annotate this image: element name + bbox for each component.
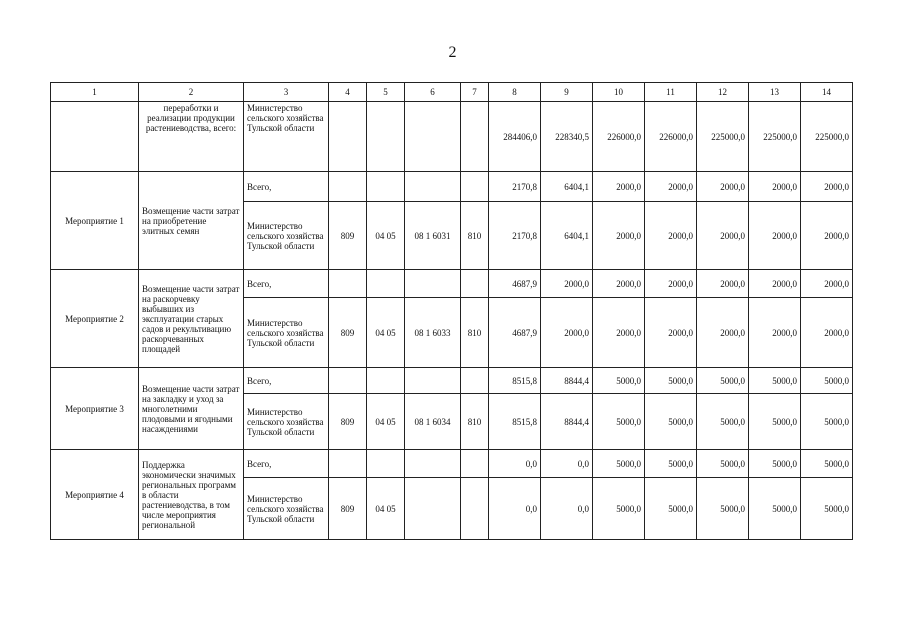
value-cell: 2000,0 xyxy=(541,270,593,298)
empty-cell xyxy=(51,102,139,172)
measure-description: Возмещение части затрат на закладку и уход за многолетними плодовыми и ягодными насаждениями xyxy=(139,368,244,450)
empty-cell xyxy=(461,450,489,478)
header-cell: 8 xyxy=(489,83,541,102)
code-cell: 04 05 xyxy=(367,298,405,368)
code-cell: 04 05 xyxy=(367,394,405,450)
empty-cell xyxy=(405,172,461,202)
empty-cell xyxy=(405,102,461,172)
value-cell: 226000,0 xyxy=(593,102,645,172)
empty-cell xyxy=(405,450,461,478)
total-label: Всего, xyxy=(244,172,329,202)
header-row xyxy=(51,83,853,102)
value-cell: 2000,0 xyxy=(697,270,749,298)
code-cell xyxy=(461,478,489,540)
measure-description: Поддержка экономически значимых региональных программ в области растениеводства, в том числе мероприятия региональной xyxy=(139,450,244,540)
header-cell: 6 xyxy=(405,83,461,102)
code-cell: 04 05 xyxy=(367,202,405,270)
value-cell: 5000,0 xyxy=(801,450,853,478)
measure-description: Возмещение части затрат на приобретение элитных семян xyxy=(139,172,244,270)
value-cell: 8844,4 xyxy=(541,394,593,450)
value-cell: 5000,0 xyxy=(593,394,645,450)
table-row xyxy=(51,270,853,298)
value-cell: 2000,0 xyxy=(645,202,697,270)
table-row xyxy=(51,368,853,394)
code-cell: 08 1 6034 xyxy=(405,394,461,450)
header-cell: 4 xyxy=(329,83,367,102)
value-cell: 2000,0 xyxy=(801,298,853,368)
total-label: Всего, xyxy=(244,450,329,478)
org-name: Министерство сельского хозяйства Тульской области xyxy=(244,202,329,270)
value-cell: 8515,8 xyxy=(489,368,541,394)
value-cell: 2000,0 xyxy=(749,298,801,368)
value-cell: 0,0 xyxy=(489,450,541,478)
header-cell: 7 xyxy=(461,83,489,102)
value-cell: 225000,0 xyxy=(697,102,749,172)
empty-cell xyxy=(461,102,489,172)
value-cell: 5000,0 xyxy=(697,450,749,478)
value-cell: 2000,0 xyxy=(801,172,853,202)
empty-cell xyxy=(329,270,367,298)
value-cell: 284406,0 xyxy=(489,102,541,172)
measure-name: Мероприятие 4 xyxy=(51,450,139,540)
value-cell: 2000,0 xyxy=(645,298,697,368)
budget-table xyxy=(50,82,853,540)
header-cell: 14 xyxy=(801,83,853,102)
code-cell: 810 xyxy=(461,202,489,270)
org-name: Министерство сельского хозяйства Тульской области xyxy=(244,298,329,368)
code-cell: 809 xyxy=(329,478,367,540)
empty-cell xyxy=(367,172,405,202)
value-cell: 2000,0 xyxy=(593,172,645,202)
empty-cell xyxy=(461,270,489,298)
value-cell: 2000,0 xyxy=(801,202,853,270)
value-cell: 5000,0 xyxy=(645,478,697,540)
measure-name: Мероприятие 2 xyxy=(51,270,139,368)
empty-cell xyxy=(367,270,405,298)
empty-cell xyxy=(329,102,367,172)
code-cell xyxy=(405,478,461,540)
page-number: 2 xyxy=(448,44,457,61)
value-cell: 0,0 xyxy=(541,450,593,478)
value-cell: 5000,0 xyxy=(645,368,697,394)
total-label: Всего, xyxy=(244,270,329,298)
header-cell: 2 xyxy=(139,83,244,102)
empty-cell xyxy=(367,368,405,394)
value-cell: 6404,1 xyxy=(541,202,593,270)
value-cell: 5000,0 xyxy=(801,394,853,450)
value-cell: 2000,0 xyxy=(593,202,645,270)
value-cell: 2000,0 xyxy=(645,172,697,202)
empty-cell xyxy=(405,270,461,298)
value-cell: 2000,0 xyxy=(593,270,645,298)
header-cell: 9 xyxy=(541,83,593,102)
value-cell: 226000,0 xyxy=(645,102,697,172)
value-cell: 4687,9 xyxy=(489,270,541,298)
code-cell: 809 xyxy=(329,202,367,270)
org-name: Министерство сельского хозяйства Тульской области xyxy=(244,394,329,450)
value-cell: 5000,0 xyxy=(749,450,801,478)
measure-name: Мероприятие 1 xyxy=(51,172,139,270)
program-description: переработки и реализации продукции растениеводства, всего: xyxy=(139,102,244,172)
value-cell: 2000,0 xyxy=(697,298,749,368)
value-cell: 2000,0 xyxy=(749,270,801,298)
header-cell: 10 xyxy=(593,83,645,102)
code-cell: 08 1 6031 xyxy=(405,202,461,270)
value-cell: 8844,4 xyxy=(541,368,593,394)
code-cell: 810 xyxy=(461,394,489,450)
code-cell: 810 xyxy=(461,298,489,368)
empty-cell xyxy=(329,368,367,394)
empty-cell xyxy=(367,450,405,478)
total-label: Всего, xyxy=(244,368,329,394)
table-row xyxy=(51,450,853,478)
org-name: Министерство сельского хозяйства Тульской области xyxy=(244,102,329,172)
value-cell: 2000,0 xyxy=(801,270,853,298)
header-cell: 13 xyxy=(749,83,801,102)
value-cell: 5000,0 xyxy=(697,394,749,450)
code-cell: 809 xyxy=(329,298,367,368)
value-cell: 5000,0 xyxy=(645,450,697,478)
header-cell: 1 xyxy=(51,83,139,102)
value-cell: 8515,8 xyxy=(489,394,541,450)
org-name: Министерство сельского хозяйства Тульской области xyxy=(244,478,329,540)
header-cell: 3 xyxy=(244,83,329,102)
code-cell: 04 05 xyxy=(367,478,405,540)
header-cell: 12 xyxy=(697,83,749,102)
value-cell: 0,0 xyxy=(541,478,593,540)
value-cell: 2000,0 xyxy=(645,270,697,298)
empty-cell xyxy=(329,172,367,202)
value-cell: 0,0 xyxy=(489,478,541,540)
code-cell: 08 1 6033 xyxy=(405,298,461,368)
value-cell: 5000,0 xyxy=(593,368,645,394)
value-cell: 5000,0 xyxy=(749,394,801,450)
value-cell: 5000,0 xyxy=(749,368,801,394)
empty-cell xyxy=(329,450,367,478)
value-cell: 5000,0 xyxy=(697,478,749,540)
measure-description: Возмещение части затрат на раскорчевку выбывших из эксплуатации старых садов и рекультивацию раскорчеванных площадей xyxy=(139,270,244,368)
value-cell: 5000,0 xyxy=(593,478,645,540)
header-cell: 11 xyxy=(645,83,697,102)
empty-cell xyxy=(367,102,405,172)
value-cell: 2000,0 xyxy=(749,172,801,202)
value-cell: 228340,5 xyxy=(541,102,593,172)
empty-cell xyxy=(405,368,461,394)
value-cell: 5000,0 xyxy=(593,450,645,478)
value-cell: 2000,0 xyxy=(697,202,749,270)
code-cell: 809 xyxy=(329,394,367,450)
value-cell: 2170,8 xyxy=(489,202,541,270)
measure-name: Мероприятие 3 xyxy=(51,368,139,450)
value-cell: 2000,0 xyxy=(697,172,749,202)
value-cell: 5000,0 xyxy=(801,478,853,540)
value-cell: 5000,0 xyxy=(801,368,853,394)
value-cell: 4687,9 xyxy=(489,298,541,368)
value-cell: 5000,0 xyxy=(645,394,697,450)
value-cell: 225000,0 xyxy=(801,102,853,172)
table-row xyxy=(51,172,853,202)
table-row xyxy=(51,102,853,172)
value-cell: 225000,0 xyxy=(749,102,801,172)
header-cell: 5 xyxy=(367,83,405,102)
empty-cell xyxy=(461,368,489,394)
value-cell: 5000,0 xyxy=(697,368,749,394)
value-cell: 5000,0 xyxy=(749,478,801,540)
value-cell: 2000,0 xyxy=(593,298,645,368)
value-cell: 2000,0 xyxy=(541,298,593,368)
empty-cell xyxy=(461,172,489,202)
value-cell: 2170,8 xyxy=(489,172,541,202)
value-cell: 6404,1 xyxy=(541,172,593,202)
value-cell: 2000,0 xyxy=(749,202,801,270)
